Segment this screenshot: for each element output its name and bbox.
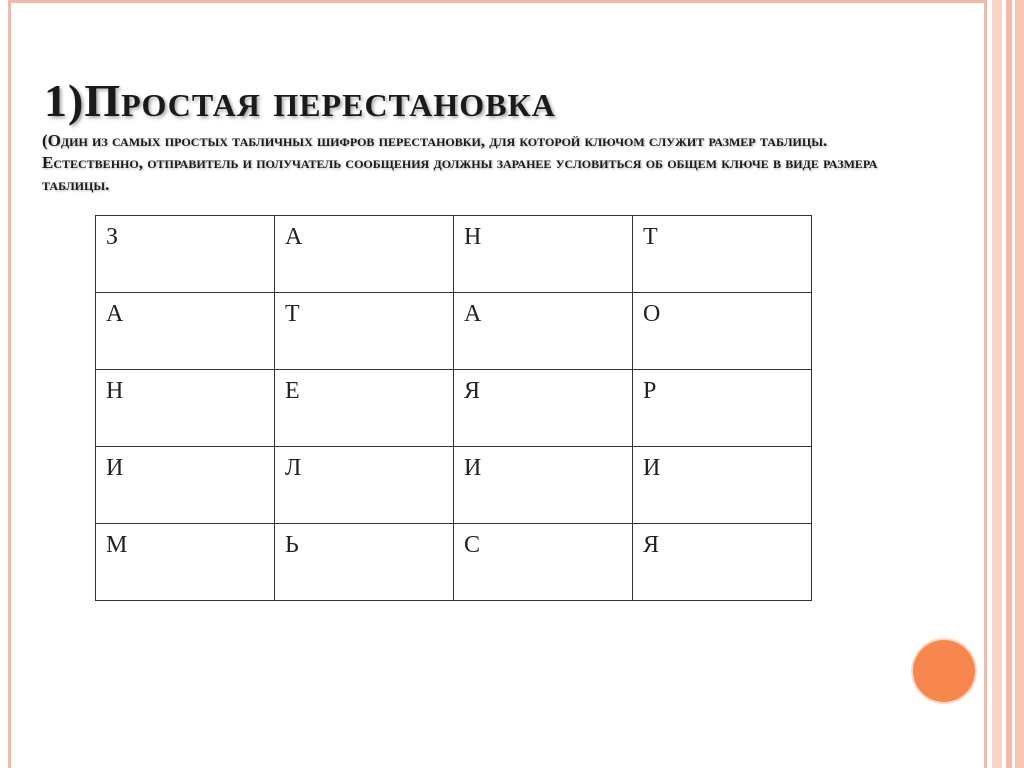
- table-row: [96, 370, 812, 447]
- table-cell: Л: [275, 447, 454, 524]
- table-cell: Я: [633, 524, 812, 601]
- table-cell: М: [96, 524, 275, 601]
- table-cell: И: [633, 447, 812, 524]
- table-row: [96, 447, 812, 524]
- table-cell: Н: [96, 370, 275, 447]
- slide-frame-top: [8, 0, 984, 3]
- table-cell: И: [96, 447, 275, 524]
- table-cell: А: [275, 216, 454, 293]
- decorative-right-stripes: [984, 0, 1024, 768]
- table-cell: Е: [275, 370, 454, 447]
- slide-title: 1)Простая перестановка: [44, 75, 556, 126]
- table-cell: И: [454, 447, 633, 524]
- table-row: [96, 293, 812, 370]
- table-cell: А: [96, 293, 275, 370]
- table-cell: Я: [454, 370, 633, 447]
- table-cell: С: [454, 524, 633, 601]
- table-row: [96, 216, 812, 293]
- table-cell: Т: [633, 216, 812, 293]
- table-cell: Т: [275, 293, 454, 370]
- slide-subtitle: (Один из самых простых табличных шифров перестановки, для которой ключом служит размер таблицы. Естественно, отправитель и получатель сообщения должны заранее условиться об общем ключе в виде размера таблицы.: [42, 131, 878, 194]
- table-row: [96, 524, 812, 601]
- table-cell: О: [633, 293, 812, 370]
- table-cell: Р: [633, 370, 812, 447]
- table-cell: Н: [454, 216, 633, 293]
- table-cell: А: [454, 293, 633, 370]
- slide-frame-left: [8, 0, 11, 768]
- table-cell: З: [96, 216, 275, 293]
- decorative-orange-dot: [913, 640, 975, 702]
- table-cell: Ь: [275, 524, 454, 601]
- cipher-table: [95, 215, 812, 601]
